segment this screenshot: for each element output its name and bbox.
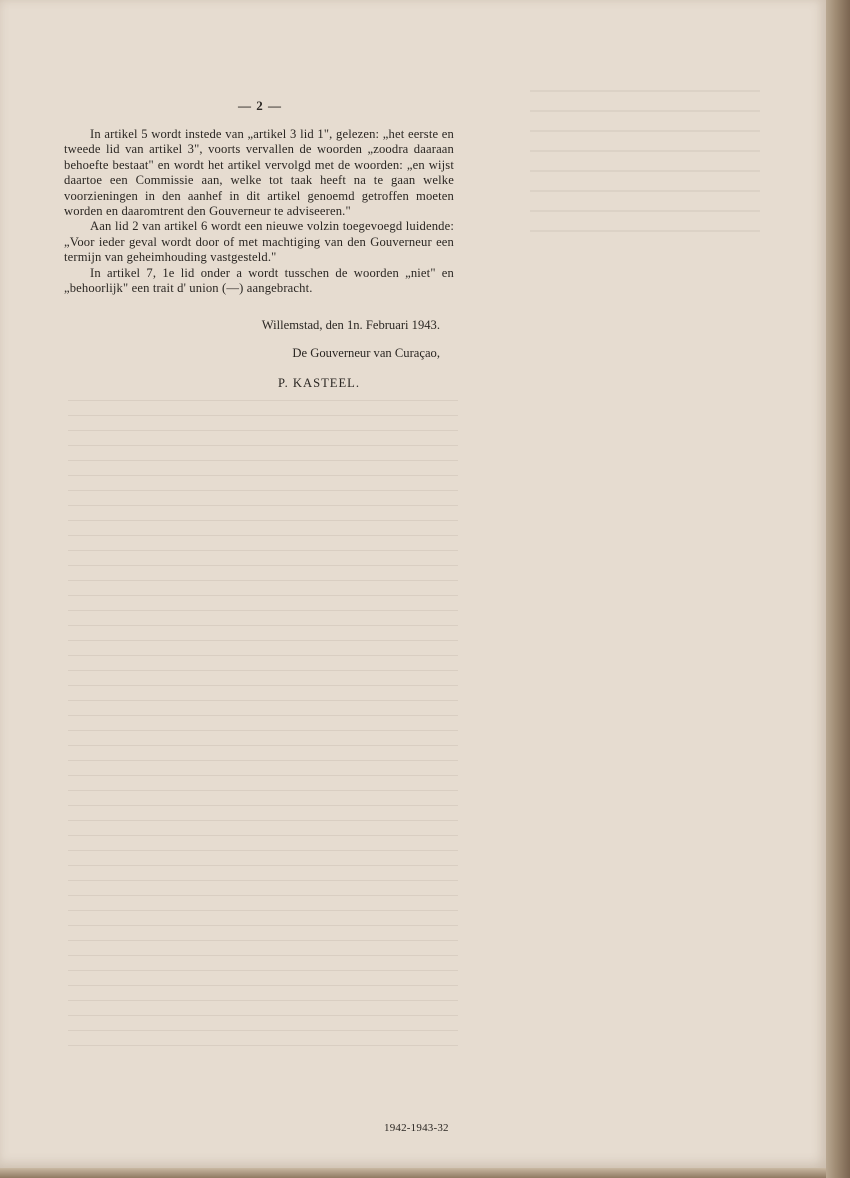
page-number: — 2 —	[238, 98, 282, 113]
body-text	[64, 127, 454, 296]
paragraph: Aan lid 2 van artikel 6 wordt een nieuwe volzin toegevoegd luidende: „Voor ieder geval wordt door of met machtiging van den Gouverneur een termijn van geheimhouding vastgesteld."	[64, 219, 454, 265]
page-bottom-edge	[0, 1168, 826, 1178]
signatory-name: P. KASTEEL.	[277, 376, 361, 390]
page-edge	[826, 0, 850, 1178]
place-date: Willemstad, den 1n. Februari 1943.	[261, 318, 440, 332]
show-through-text	[530, 90, 760, 310]
paragraph: In artikel 7, 1e lid onder a wordt tusschen de woorden „niet" en „behoorlijk" een trait d' union (—) aangebracht.	[64, 265, 454, 296]
show-through-text	[68, 400, 458, 1100]
paragraph: In artikel 5 wordt instede van „artikel 3 lid 1", gelezen: „het eerste en tweede lid van artikel 3", voorts vervallen de woorden „zoodra daaraan behoefte bestaat" en wordt het artikel vervolgd met de woorden: „en wijst daartoe een Commissie aan, welke tot taak heeft na te gaan welke voorzieningen in den aanhef in dit artikel genoemd getroffen moeten worden en daaromtrent den Gouverneur te adviseeren."	[64, 127, 454, 219]
document-code: 1942-1943-32	[384, 1122, 449, 1134]
signatory-title: De Gouverneur van Curaçao,	[292, 346, 440, 360]
